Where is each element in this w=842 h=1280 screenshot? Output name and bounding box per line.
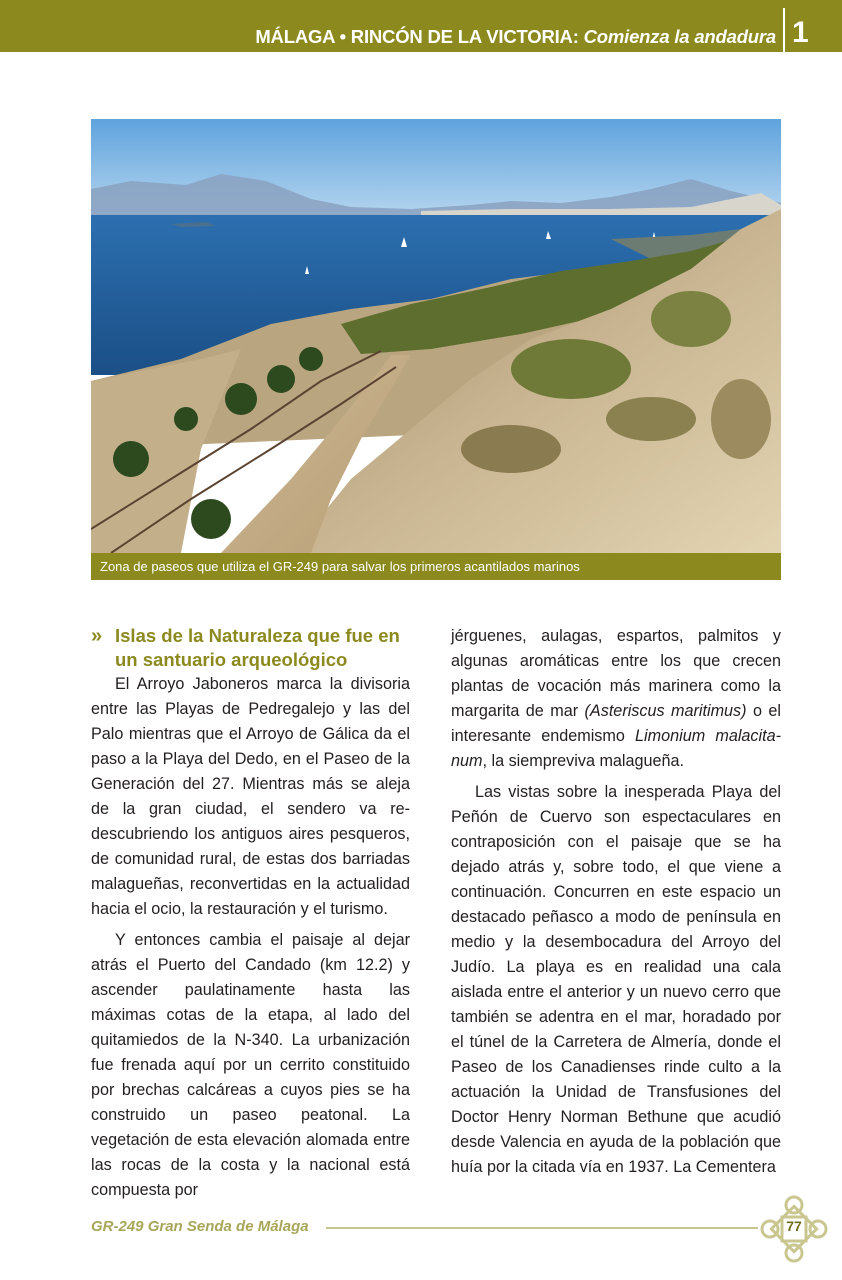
footer-rule — [326, 1227, 758, 1229]
chevron-marker-icon: » — [91, 625, 100, 647]
chapter-number: 1 — [792, 16, 809, 49]
paragraph-text: o el interesante endemismo — [451, 702, 781, 745]
species-name: (Asteriscus maritimus) — [584, 702, 747, 720]
text-column-right — [451, 624, 781, 1180]
paragraph-text: jérguenes, aulagas, espartos, palmitos y algunas aromáticas entre los que crecen plantas de vocación más marinera como la margarita de mar — [451, 627, 781, 720]
coastal-path-photo — [91, 119, 781, 553]
header-divider — [783, 8, 785, 52]
header-title-sub: Comienza la andadura — [583, 26, 776, 47]
page-number: 77 — [786, 1218, 802, 1234]
paragraph: Y entonces cambia el paisaje al dejar atrás el Puerto del Candado (km 12.2) y ascender paulatinamente hasta las máximas cotas de la etapa, al lado del quitamiedos de la N-340. La urbanización fue frenada aquí por un cerrito constituido por brechas calcáreas a cuyos pies se ha construido un paseo peatonal. La vegetación de esta elevación alomada entre las rocas de la costa y la nacional está compuesta por — [91, 931, 410, 1199]
species-name: Limonium malacita-num — [451, 727, 782, 770]
paragraph — [451, 624, 781, 774]
running-header — [255, 26, 776, 48]
section-title: Islas de la Naturaleza que fue en un santuario arqueológico — [115, 625, 400, 670]
header-title-main: MÁLAGA • RINCÓN DE LA VICTORIA: — [255, 26, 579, 47]
footer-title: GR-249 Gran Senda de Málaga — [91, 1218, 309, 1235]
section-heading — [91, 624, 410, 672]
text-column-left — [91, 624, 410, 1203]
paragraph: Las vistas sobre la inesperada Playa del Peñón de Cuervo son espectaculares en contraposición con el paisaje que se ha dejado atrás y, sobre todo, el que viene a continuación. Concurren en este espacio un destacado peñasco a modo de península en medio y la desembocadura del Arroyo del Judío. La playa es en realidad una cala aislada entre el anterior y un nuevo cerro que también se adentra en el mar, horadado por el túnel de la Carretera de Almería, donde el Paseo de los Canadienses rinde culto a la actuación la Unidad de Transfusiones del Doctor Henry Norman Bethune que acudió desde Valencia en ayuda de la población que huía por la citada vía en 1937. La Cementera — [451, 783, 781, 1176]
paragraph-text: , la siempreviva malagueña. — [482, 752, 685, 770]
photo-caption: Zona de paseos que utiliza el GR-249 para salvar los primeros acantilados marinos — [91, 553, 781, 580]
paragraph: El Arroyo Jaboneros marca la divisoria entre las Playas de Pedregalejo y las del Palo mientras que el Arroyo de Gálica da el paso a la Playa del Dedo, en el Paseo de la Generación del 27. Mientras más se aleja de la gran ciudad, el sendero va re-descubriendo los antiguos aires pesqueros, de comunidad rural, de estas dos barriadas malagueñas, reconvertidas en la actualidad hacia el ocio, la restauración y el turismo. — [91, 675, 410, 918]
